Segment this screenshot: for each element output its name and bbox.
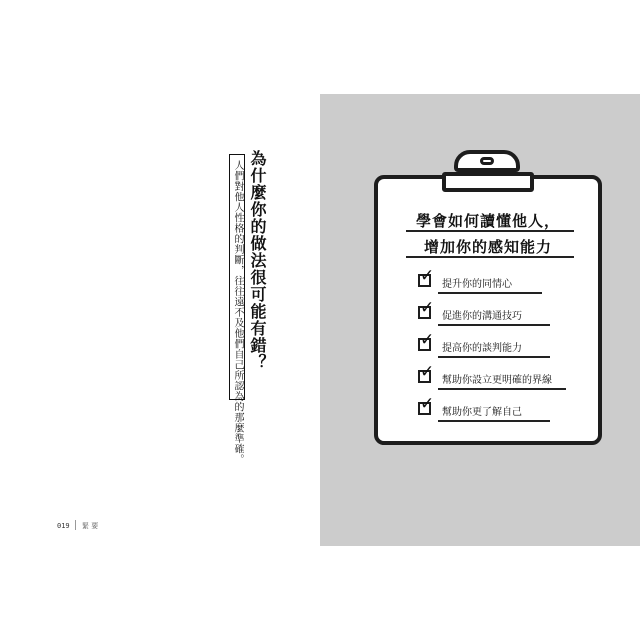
item-underline bbox=[438, 356, 550, 358]
checklist-item bbox=[418, 266, 588, 304]
page-number: 019 bbox=[57, 522, 70, 530]
benefit-checklist bbox=[418, 266, 588, 432]
checklist-item-label: 幫助你更了解自己 bbox=[442, 407, 522, 418]
folio-divider bbox=[75, 520, 76, 530]
title-underline-1 bbox=[406, 230, 574, 232]
checklist-item-label: 促進你的溝通技巧 bbox=[442, 311, 522, 322]
checklist-item bbox=[418, 298, 588, 336]
checklist-item bbox=[418, 330, 588, 368]
clipboard-title-line-2: 增加你的感知能力 bbox=[423, 238, 552, 256]
title-underline-2 bbox=[406, 256, 574, 258]
checkmark-icon: ✓ bbox=[420, 298, 435, 318]
clipboard-clip-hole bbox=[480, 157, 494, 165]
checkmark-icon: ✓ bbox=[420, 266, 435, 286]
checkmark-icon: ✓ bbox=[420, 362, 435, 382]
chapter-subtitle: 人們對他人性格的判斷，往往遠不及他們自己所認為的那麼準確。 bbox=[232, 160, 243, 465]
chapter-title: 為什麼你的做法很可能有錯？ bbox=[248, 150, 267, 371]
item-underline bbox=[438, 388, 566, 390]
item-underline bbox=[438, 324, 550, 326]
checkmark-icon: ✓ bbox=[420, 330, 435, 350]
clipboard-title-line-1: 學會如何讀懂他人， bbox=[415, 212, 560, 230]
clipboard-clip-bar bbox=[442, 172, 534, 192]
checklist-item-label: 幫助你設立更明確的界線 bbox=[442, 375, 552, 386]
checklist-item bbox=[418, 362, 588, 400]
running-head: 緊 要 bbox=[82, 522, 99, 530]
item-underline bbox=[438, 292, 542, 294]
checklist-item-label: 提高你的談判能力 bbox=[442, 343, 522, 354]
checklist-item-label: 提升你的同情心 bbox=[442, 279, 512, 290]
checklist-item bbox=[418, 394, 588, 432]
item-underline bbox=[438, 420, 550, 422]
checkmark-icon: ✓ bbox=[420, 394, 435, 414]
